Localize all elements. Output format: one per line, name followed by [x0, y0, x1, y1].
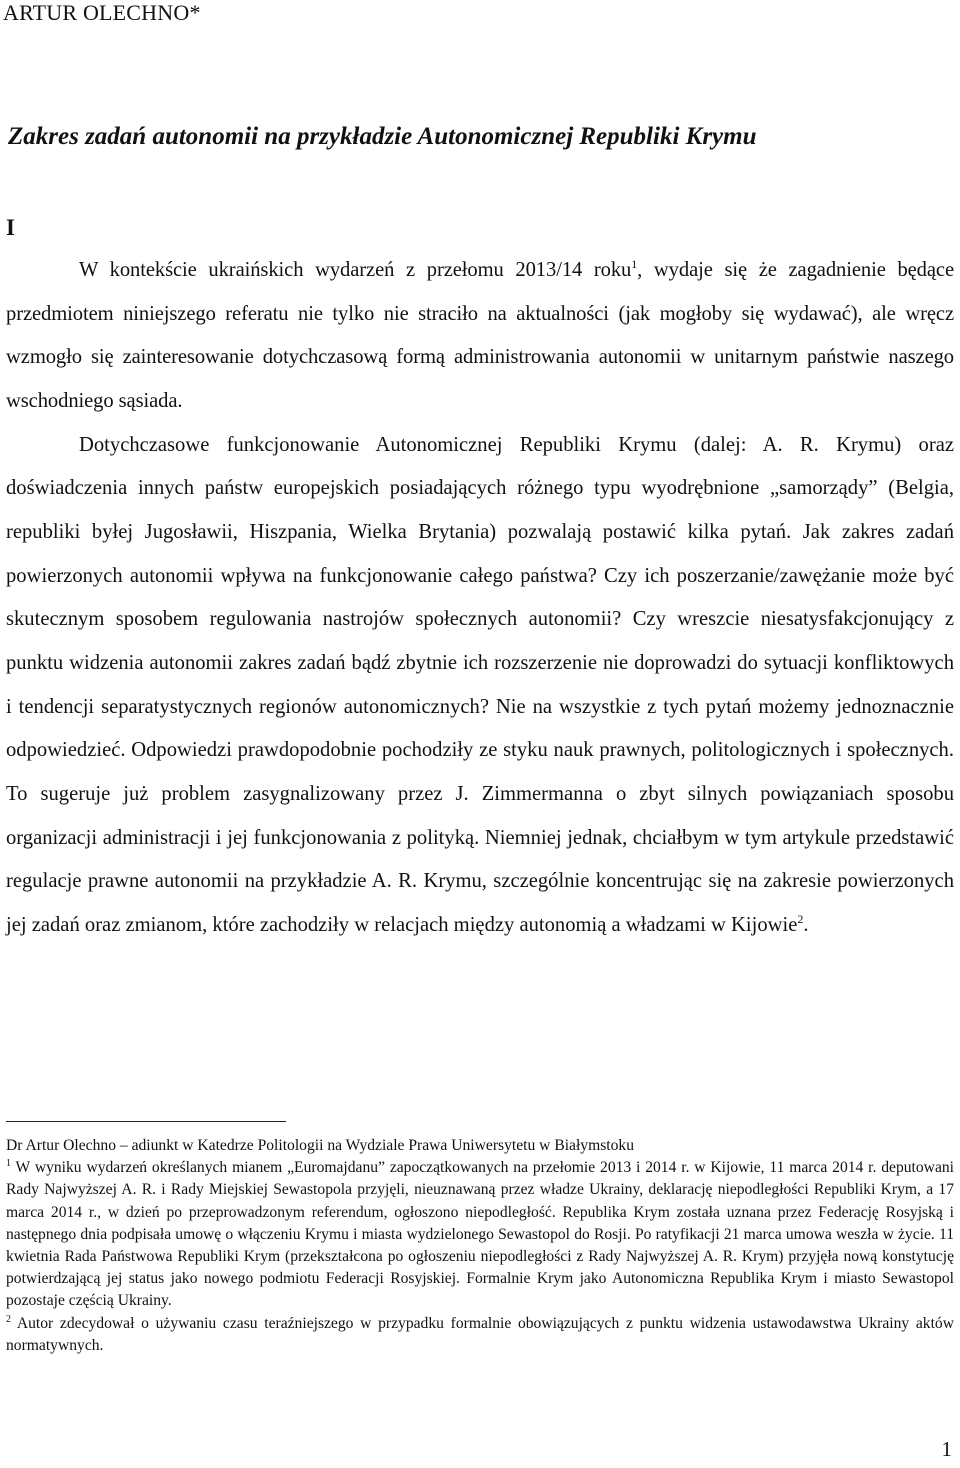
footnote-1-mark: 1: [6, 1158, 11, 1170]
page-number: 1: [941, 1437, 952, 1461]
paragraph-2: [6, 424, 954, 948]
footnote-1-text: W wyniku wydarzeń określanych mianem „Euromajdanu” zapoczątkowanych na przełomie 2013 i 2014 r. w Kijowie, 11 marca 2014 r. deputowani Rady Najwyższej A. R. i Rady Miejskiej Sewastopola przyjęli, nieuznawaną przez władze Ukrainy, deklarację niepodległości Republiki Krym, a 17 marca 2014 r., w dzień po przeprowadzonym referendum, ogłoszono niepodległość. Republika Krym została uznana przez Federację Rosyjską i następnego dnia podpisała umowę o włączeniu Krymu i miasta wydzielonego Sewastopol do Rosji. Po ratyfikacji 21 marca umowa weszła w życie. 11 kwietnia Rada Państwowa Republiki Krym (przekształcona po ogłoszeniu niepodległości z Rady Najwyższej A. R. Krym) przyjęła nową konstytucję potwierdzającą jej status jako nowego podmiotu Federacji Rosyjskiej. Formalnie Krym jako Autonomiczna Republika Krym i miasto Sewastopol pozostaje częścią Ukrainy.: [6, 1159, 954, 1310]
article-body: [6, 249, 954, 948]
paragraph-2-text-b: .: [803, 913, 809, 936]
paragraph-1: [6, 249, 954, 424]
footnote-ref-2[interactable]: 2: [797, 911, 804, 926]
paragraph-1-text-b: , wydaje się że zagadnienie będące przedmiotem niniejszego referatu nie tylko nie straciło na aktualności (jak mogłoby się wydawać), ale wręcz wzmogło się zainteresowanie dotychczasową formą administrowania autonomii w unitarnym państwie naszego wschodniego sąsiada.: [6, 259, 954, 412]
footnote-2-text: Autor zdecydował o używaniu czasu teraźniejszego w przypadku formalnie obowiązujących z punktu widzenia ustawodawstwa Ukrainy aktów normatywnych.: [6, 1314, 954, 1354]
section-number: I: [6, 215, 15, 240]
paragraph-1-text-a: W kontekście ukraińskich wydarzeń z przełomu 2013/14 roku: [79, 259, 632, 281]
footnote-ref-1[interactable]: 1: [631, 257, 638, 271]
footnote-separator: [6, 1121, 286, 1122]
author-footnote: Dr Artur Olechno – adiunkt w Katedrze Politologii na Wydziale Prawa Uniwersytetu w Białymstoku: [6, 1137, 635, 1154]
footnote-1: [6, 1157, 954, 1312]
footnote-2: [6, 1313, 954, 1357]
paragraph-2-text-a: Dotychczasowe funkcjonowanie Autonomicznej Republiki Krymu (dalej: A. R. Krymu) oraz doświadczenia innych państw europejskich posiadających różnego typu wyodrębnione „samorządy” (Belgia, republiki byłej Jugosławii, Hiszpania, Wielka Brytania) pozwalają postawić kilka pytań. Jak zakres zadań powierzonych autonomii wpływa na funkcjonowanie całego państwa? Czy ich poszerzanie/zawężanie może być skutecznym sposobem regulowania nastrojów społecznych autonomii? Czy wreszcie niesatysfakcjonujący z punktu widzenia autonomii zakres zadań bądź zbytnie ich rozszerzenie nie doprowadzi do sytuacji konfliktowych i tendencji separatystycznych regionów autonomicznych? Nie na wszystkie z tych pytań możemy jednoznacznie odpowiedzieć. Odpowiedzi prawdopodobnie pochodziły ze styku nauk prawnych, politologicznych i społecznych. To sugeruje już problem zasygnalizowany przez J. Zimmermanna o zbyt silnych powiązaniach sposobu organizacji administracji i jej funkcjonowania z polityką. Niemniej jednak, chciałbym w tym artykule przedstawić regulacje prawne autonomii na przykładzie A. R. Krymu, szczególnie koncentrując się na zakresie powierzonych jej zadań oraz zmianom, które zachodziły w relacjach między autonomią a władzami w Kijowie: [6, 433, 954, 936]
footnote-2-mark: 2: [6, 1313, 11, 1325]
article-title: Zakres zadań autonomii na przykładzie Autonomicznej Republiki Krymu: [8, 123, 757, 150]
footnotes: [6, 1135, 954, 1357]
author-name: ARTUR OLECHNO*: [3, 0, 201, 25]
